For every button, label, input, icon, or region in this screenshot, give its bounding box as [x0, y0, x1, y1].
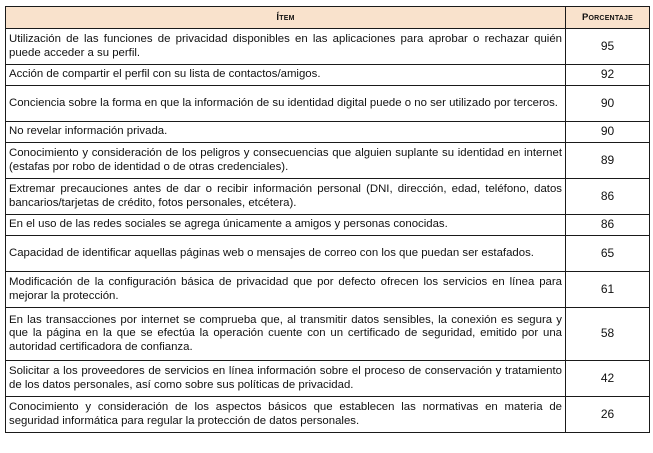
percentage-cell: 26: [566, 397, 650, 433]
item-cell: Solicitar a los proveedores de servicios en línea información sobre el proceso de conservación y tratamiento de los datos personales, así como sobre sus políticas de privacidad.: [6, 361, 566, 397]
table-row: [6, 236, 650, 272]
item-cell: Extremar precauciones antes de dar o recibir información personal (DNI, dirección, edad, teléfono, datos bancarios/tarjetas de crédito, fotos personales, etcétera).: [6, 179, 566, 215]
percentage-cell: 58: [566, 308, 650, 361]
table-row: [6, 397, 650, 433]
percentage-cell: 61: [566, 272, 650, 308]
percentage-cell: 95: [566, 29, 650, 65]
item-cell: Conciencia sobre la forma en que la información de su identidad digital puede o no ser utilizado por terceros.: [6, 86, 566, 122]
item-cell: Modificación de la configuración básica de privacidad que por defecto ofrecen los servicios en línea para mejorar la protección.: [6, 272, 566, 308]
item-cell: En las transacciones por internet se comprueba que, al transmitir datos sensibles, la conexión es segura y que la página en la que se efectúa la operación cuente con un certificado de seguridad, emitido por una autoridad certificadora de confianza.: [6, 308, 566, 361]
item-cell: Capacidad de identificar aquellas páginas web o mensajes de correo con los que puedan ser estafados.: [6, 236, 566, 272]
item-cell: En el uso de las redes sociales se agrega únicamente a amigos y personas conocidas.: [6, 215, 566, 236]
item-cell: No revelar información privada.: [6, 122, 566, 143]
table-row: [6, 308, 650, 361]
table-row: [6, 122, 650, 143]
percentage-cell: 89: [566, 143, 650, 179]
table-row: [6, 86, 650, 122]
item-cell: Conocimiento y consideración de los peligros y consecuencias que alguien suplante su identidad en internet (estafas por robo de identidad o de otras credenciales).: [6, 143, 566, 179]
percentage-cell: 92: [566, 65, 650, 86]
percentage-cell: 42: [566, 361, 650, 397]
item-cell: Conocimiento y consideración de los aspectos básicos que establecen las normativas en materia de seguridad informática para regular la protección de datos personales.: [6, 397, 566, 433]
privacy-practices-table: [5, 6, 650, 433]
item-column-header: Ítem: [6, 7, 566, 29]
table-row: [6, 272, 650, 308]
table-row: [6, 215, 650, 236]
percentage-cell: 90: [566, 122, 650, 143]
table-row: [6, 361, 650, 397]
item-cell: Acción de compartir el perfil con su lista de contactos/amigos.: [6, 65, 566, 86]
item-cell: Utilización de las funciones de privacidad disponibles en las aplicaciones para aprobar o rechazar quién puede acceder a su perfil.: [6, 29, 566, 65]
table-row: [6, 29, 650, 65]
table-body: [6, 29, 650, 433]
table-row: [6, 65, 650, 86]
percentage-cell: 86: [566, 179, 650, 215]
cropped-caption-strip: [0, 0, 653, 3]
table-row: [6, 179, 650, 215]
header-row: [6, 7, 650, 29]
table-header: [6, 7, 650, 29]
table-row: [6, 143, 650, 179]
percentage-cell: 86: [566, 215, 650, 236]
percentage-column-header: Porcentaje: [566, 7, 650, 29]
percentage-cell: 90: [566, 86, 650, 122]
percentage-cell: 65: [566, 236, 650, 272]
